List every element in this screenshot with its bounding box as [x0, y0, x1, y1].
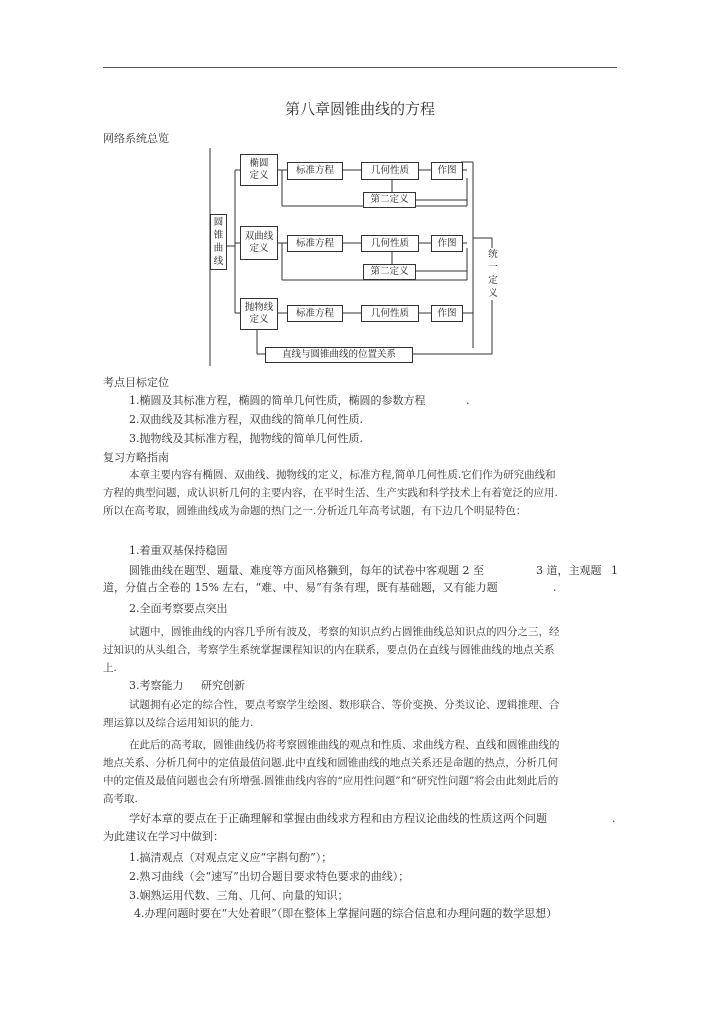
study-line-2: 为此建议在学习中做到：: [103, 830, 224, 843]
node-ellipse-definition: 椭圆定义: [240, 154, 278, 186]
node-parabola-geometry: 几何性质: [361, 305, 419, 322]
node-ellipse-second-def: 第二定义: [363, 192, 416, 208]
node-hyperbola-standard-eq: 标准方程: [287, 235, 343, 252]
feature-1-heading: 1.着重双基保持稳固: [129, 544, 228, 557]
node-hyperbola-geometry: 几何性质: [361, 235, 419, 252]
feature-1-line-1c: 1: [611, 564, 618, 577]
target-item-2: 2.双曲线及其标准方程，双曲线的简单几何性质.: [129, 413, 363, 426]
node-hyperbola-drawing: 作图: [431, 235, 463, 252]
node-conic-sections: 圆锥曲线: [210, 214, 227, 270]
section-heading-overview: 网络系统总览: [103, 132, 169, 145]
concept-diagram: [207, 148, 507, 368]
feature-2-paragraph: 试题中，圆锥曲线的内容几乎所有波及，考察的知识点约占圆锥曲线总知识点的四分之三，经过知识的从头组合，考察学生系统掌握课程知识的内在联系，要点仍在直线与圆锥曲线的地点关系上.: [103, 626, 560, 674]
section-heading-targets: 考点目标定位: [103, 376, 169, 389]
feature-3-paragraph: 试题拥有必定的综合性，要点考察学生绘图、数形联合、等价变换、分类议论、逻辑推理、合理运算以及综合运用知识的能力.: [103, 699, 560, 729]
target-item-1-dot: .: [466, 394, 470, 407]
node-unified-definition: 统一定义: [488, 249, 498, 299]
feature-1-line-1a: 圆锥曲线在题型、题量、难度等方面风格獭到，每年的试卷中客观题 2 至: [129, 564, 484, 577]
feature-3-heading: 3.考察能力: [129, 679, 184, 692]
advice-item-3: 3.娴熟运用代数、三角、几何、向量的知识；: [129, 889, 349, 902]
advice-item-4: 4.办理问题时要在“大处着眼”（即在整体上掌握问题的综合信息和办理问题的数学思想）: [134, 907, 558, 920]
study-line-1: 学好本章的要点在于正确理解和掌握由曲线求方程和由方程议论曲线的性质这两个问题: [129, 812, 547, 825]
feature-3-heading-b: 研究创新: [201, 679, 245, 692]
node-hyperbola-second-def: 第二定义: [363, 264, 416, 280]
node-ellipse-geometry: 几何性质: [361, 162, 419, 180]
advice-item-2: 2.熟习曲线（会“速写”出切合题目要求特色要求的曲线）；: [129, 870, 410, 883]
target-item-3: 3.抛物线及其标准方程，抛物线的简单几何性质.: [129, 432, 363, 445]
feature-1-line-1b: 3 道，主观题: [536, 564, 602, 577]
node-parabola-standard-eq: 标准方程: [287, 305, 343, 322]
node-ellipse-standard-eq: 标准方程: [287, 162, 343, 180]
node-parabola-definition: 抛物线定义: [240, 298, 278, 330]
node-hyperbola-definition: 双曲线定义: [240, 226, 278, 260]
feature-1-line-2-dot: .: [553, 581, 557, 594]
advice-item-1: 1.搞清观点（对观点定义应“字斟句酌”）；: [129, 851, 333, 864]
top-rule: [103, 67, 617, 68]
study-line-1-dot: .: [612, 812, 616, 825]
intro-paragraph: 本章主要内容有椭圆、双曲线、抛物线的定义，标准方程,简单几何性质.它们作为研究曲线和方程的典型问题，成认识析几何的主要内容，在平时生活、生产实践和科学技术上有着宽泛的应用.所以在高考取，圆锥曲线成为命题的热门之一.分析近几年高考试题，有下边几个明显特色：: [103, 469, 558, 517]
feature-1-line-2: 道，分值占全卷的 15% 左右，“难、中、易”有条有理，既有基础题，又有能力题: [103, 581, 498, 594]
future-paragraph: 在此后的高考取，圆锥曲线仍将考察圆锥曲线的观点和性质、求曲线方程、直线和圆锥曲线的地点关系、分析几何中的定值最值问题.此中直线和圆锥曲线的地点关系还是命题的热点，分析几何中的定值及最值问题也会有所增强.圆锥曲线内容的“应用性问题”和“研究性问题”将会由此刻此后的高考取.: [103, 739, 560, 805]
page-title: 第八章圆锥曲线的方程: [284, 100, 435, 118]
section-heading-review: 复习方略指南: [103, 451, 169, 464]
node-ellipse-drawing: 作图: [431, 162, 463, 180]
target-item-1: 1.椭圆及其标准方程，椭圆的简单几何性质，椭圆的参数方程: [129, 394, 426, 407]
node-line-conic-relation: 直线与圆锥曲线的位置关系: [265, 347, 413, 363]
node-parabola-drawing: 作图: [431, 305, 463, 322]
feature-2-heading: 2.全面考察要点突出: [129, 602, 228, 615]
